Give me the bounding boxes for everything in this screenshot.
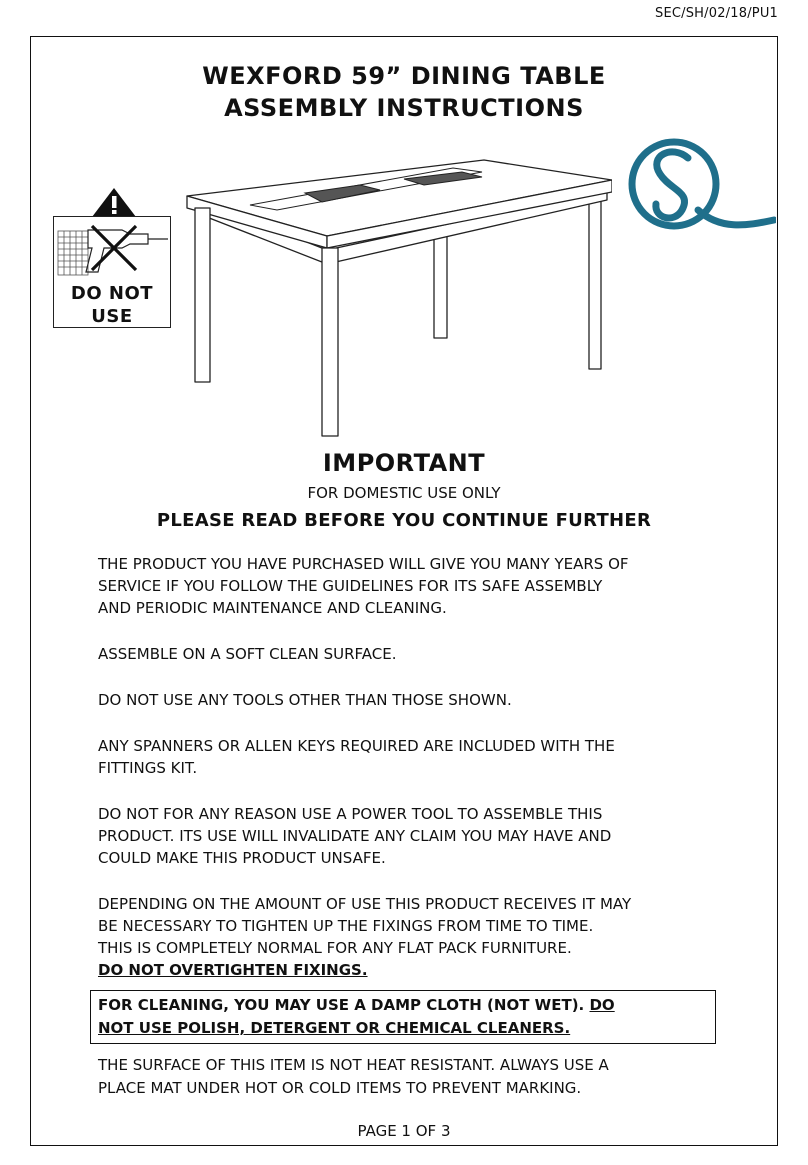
document-title bbox=[0, 60, 808, 124]
cleaning-warning-start: DO bbox=[589, 996, 615, 1014]
text-line: THIS IS COMPLETELY NORMAL FOR ANY FLAT PACK FURNITURE. bbox=[98, 939, 572, 957]
page-number: PAGE 1 OF 3 bbox=[357, 1122, 451, 1140]
text-line: SERVICE IF YOU FOLLOW THE GUIDELINES FOR ITS SAFE ASSEMBLY bbox=[98, 577, 603, 595]
cleaning-notice-box bbox=[90, 990, 716, 1044]
warning-line-1: DO NOT bbox=[70, 283, 154, 304]
text-line: PRODUCT. ITS USE WILL INVALIDATE ANY CLAIM YOU MAY HAVE AND bbox=[98, 827, 612, 845]
text-line: DO NOT FOR ANY REASON USE A POWER TOOL TO ASSEMBLE THIS bbox=[98, 805, 603, 823]
warning-text bbox=[52, 282, 172, 328]
title-line-1: WEXFORD 59” DINING TABLE bbox=[202, 62, 606, 90]
domestic-use-note: FOR DOMESTIC USE ONLY bbox=[307, 484, 501, 502]
text-line: ASSEMBLE ON A SOFT CLEAN SURFACE. bbox=[98, 645, 397, 663]
paragraph-surface bbox=[98, 643, 738, 665]
text-line: THE PRODUCT YOU HAVE PURCHASED WILL GIVE YOU MANY YEARS OF bbox=[98, 555, 629, 573]
cleaning-warning: NOT USE POLISH, DETERGENT OR CHEMICAL CLEANERS. bbox=[98, 1019, 571, 1037]
paragraph-service bbox=[98, 553, 738, 619]
read-before-notice: PLEASE READ BEFORE YOU CONTINUE FURTHER bbox=[156, 510, 652, 531]
text-line: DEPENDING ON THE AMOUNT OF USE THIS PRODUCT RECEIVES IT MAY bbox=[98, 895, 632, 913]
sq-monogram-logo bbox=[624, 134, 776, 234]
paragraph-fixings bbox=[98, 893, 738, 981]
paragraph-power-tool bbox=[98, 803, 738, 869]
document-reference-code: SEC/SH/02/18/PU1 bbox=[655, 6, 778, 21]
text-line: COULD MAKE THIS PRODUCT UNSAFE. bbox=[98, 849, 386, 867]
dining-table-illustration bbox=[182, 158, 612, 438]
text-line: THE SURFACE OF THIS ITEM IS NOT HEAT RESISTANT. ALWAYS USE A bbox=[98, 1056, 609, 1074]
text-line: ANY SPANNERS OR ALLEN KEYS REQUIRED ARE INCLUDED WITH THE bbox=[98, 737, 615, 755]
text-line: FITTINGS KIT. bbox=[98, 759, 198, 777]
title-line-2: ASSEMBLY INSTRUCTIONS bbox=[224, 94, 584, 122]
overtighten-warning: DO NOT OVERTIGHTEN FIXINGS. bbox=[98, 961, 368, 979]
paragraph-tools bbox=[98, 689, 738, 711]
no-power-tool-warning bbox=[52, 186, 176, 330]
instructions-body bbox=[98, 553, 738, 981]
text-line: BE NECESSARY TO TIGHTEN UP THE FIXINGS FROM TIME TO TIME. bbox=[98, 917, 594, 935]
important-heading: IMPORTANT bbox=[322, 449, 486, 477]
cleaning-text: FOR CLEANING, YOU MAY USE A DAMP CLOTH (NOT WET). bbox=[98, 996, 590, 1014]
text-line: DO NOT USE ANY TOOLS OTHER THAN THOSE SHOWN. bbox=[98, 691, 512, 709]
text-line: AND PERIODIC MAINTENANCE AND CLEANING. bbox=[98, 599, 447, 617]
warning-line-2: USE bbox=[91, 306, 133, 327]
heat-resistance-notice bbox=[98, 1054, 738, 1100]
text-line: PLACE MAT UNDER HOT OR COLD ITEMS TO PREVENT MARKING. bbox=[98, 1079, 582, 1097]
paragraph-fittings bbox=[98, 735, 738, 779]
